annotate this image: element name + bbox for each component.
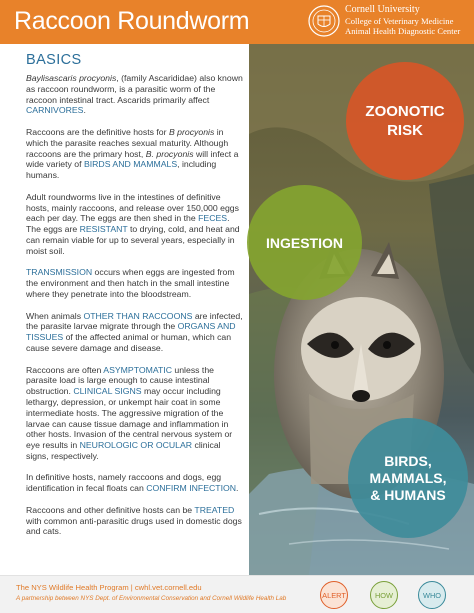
paragraph-7: In definitive hosts, namely raccoons and dogs, egg identification in fecal floats can CONFIRM INFECTION. — [26, 472, 239, 494]
body-text — [26, 73, 244, 548]
ingestion-badge: INGESTION — [247, 185, 362, 300]
how-badge: HOW — [370, 581, 398, 609]
paragraph-3: Adult roundworms live in the intestines of definitive hosts, mainly raccoons, and release over 150,000 eggs each per day. The eggs are then shed in the FECES. The eggs are RESISTANT to drying, cold, and heat and can remain viable for up to several years, especially in moist soil. — [26, 191, 240, 256]
section-heading: BASICS — [26, 52, 82, 68]
cornell-affiliation — [345, 5, 460, 37]
paragraph-6: Raccoons are often ASYMPTOMATIC unless the parasite load is large enough to cause intestinal obstruction. CLINICAL SIGNS may occur including lethargy, depression, or unkempt hair coat in some intermediate hosts. The aggressive migration of the larvae can cause tissue damage and inflammation in other hosts. Invasion of the central nervous system or eye results in NEUROLOGIC OR OCULAR clinical signs, respectively. — [26, 364, 233, 461]
paragraph-5: When animals OTHER THAN RACCOONS are infected, the parasite larvae migrate through the ORGANS AND TISSUES of the affected animal or human, which can cause severe damage and disease. — [26, 310, 243, 353]
header-banner — [0, 0, 474, 44]
zoonotic-risk-badge: ZOONOTIC RISK — [346, 62, 464, 180]
cornell-seal-icon — [308, 5, 340, 37]
paragraph-2: Raccoons are the definitive hosts for B procyonis in which the parasite reaches sexual maturity. Although raccoons are the primary host, B. procyonis will infect a wide variety of BIRDS AND MAMMALS, including humans. — [26, 126, 239, 181]
keyword-asymptomatic: ASYMPTOMATIC — [103, 364, 172, 375]
keyword-carnivores: CARNIVORES — [26, 105, 84, 116]
alert-badge: ALERT — [320, 581, 348, 609]
footer-program-link[interactable]: The NYS Wildlife Health Program | cwhl.vet.cornell.edu — [16, 583, 202, 592]
paragraph-1: Baylisascaris procyonis, (family Ascarididae) also known as raccoon roundworm, is a parasitic worm of the raccoon intestinal tract. Ascarids primarily affect CARNIVORES. — [26, 73, 243, 116]
text-column — [0, 44, 249, 575]
keyword-transmission: TRANSMISSION — [26, 267, 93, 278]
page-title: Raccoon Roundworm — [14, 7, 250, 35]
keyword-other-than-raccoons: OTHER THAN RACCOONS — [83, 310, 193, 321]
paragraph-4: TRANSMISSION occurs when eggs are ingested from the environment and then hatch in the small intestine where they penetrate into the bloodstream. — [26, 267, 235, 299]
paragraph-8: Raccoons and other definitive hosts can be TREATED with common anti-parasitic drugs used in domestic dogs and cats. — [26, 504, 242, 537]
keyword-organs-tissues: ORGANS AND TISSUES — [26, 321, 236, 343]
university-name: Cornell University — [345, 4, 420, 15]
keyword-birds-mammals: BIRDS AND MAMMALS — [83, 159, 178, 170]
keyword-confirm-infection: CONFIRM INFECTION — [146, 483, 237, 494]
center-name: Animal Health Diagnostic Center — [345, 26, 461, 36]
keyword-neurologic-ocular: NEUROLOGIC OR OCULAR — [79, 440, 193, 451]
who-badge: WHO — [418, 581, 446, 609]
keyword-feces: FECES — [198, 213, 228, 224]
birds-mammals-humans-badge: BIRDS, MAMMALS, & HUMANS — [348, 418, 468, 538]
footer-partnership: A partnership between NYS Dept. of Environmental Conservation and Cornell Wildlife Health Lab — [16, 595, 287, 602]
keyword-treated: TREATED — [194, 504, 235, 515]
keyword-clinical-signs: CLINICAL SIGNS — [73, 386, 142, 397]
college-name: College of Veterinary Medicine — [345, 15, 454, 26]
footer — [0, 575, 474, 613]
keyword-resistant: RESISTANT — [79, 224, 128, 235]
species-name: Baylisascaris procyonis — [26, 73, 117, 83]
